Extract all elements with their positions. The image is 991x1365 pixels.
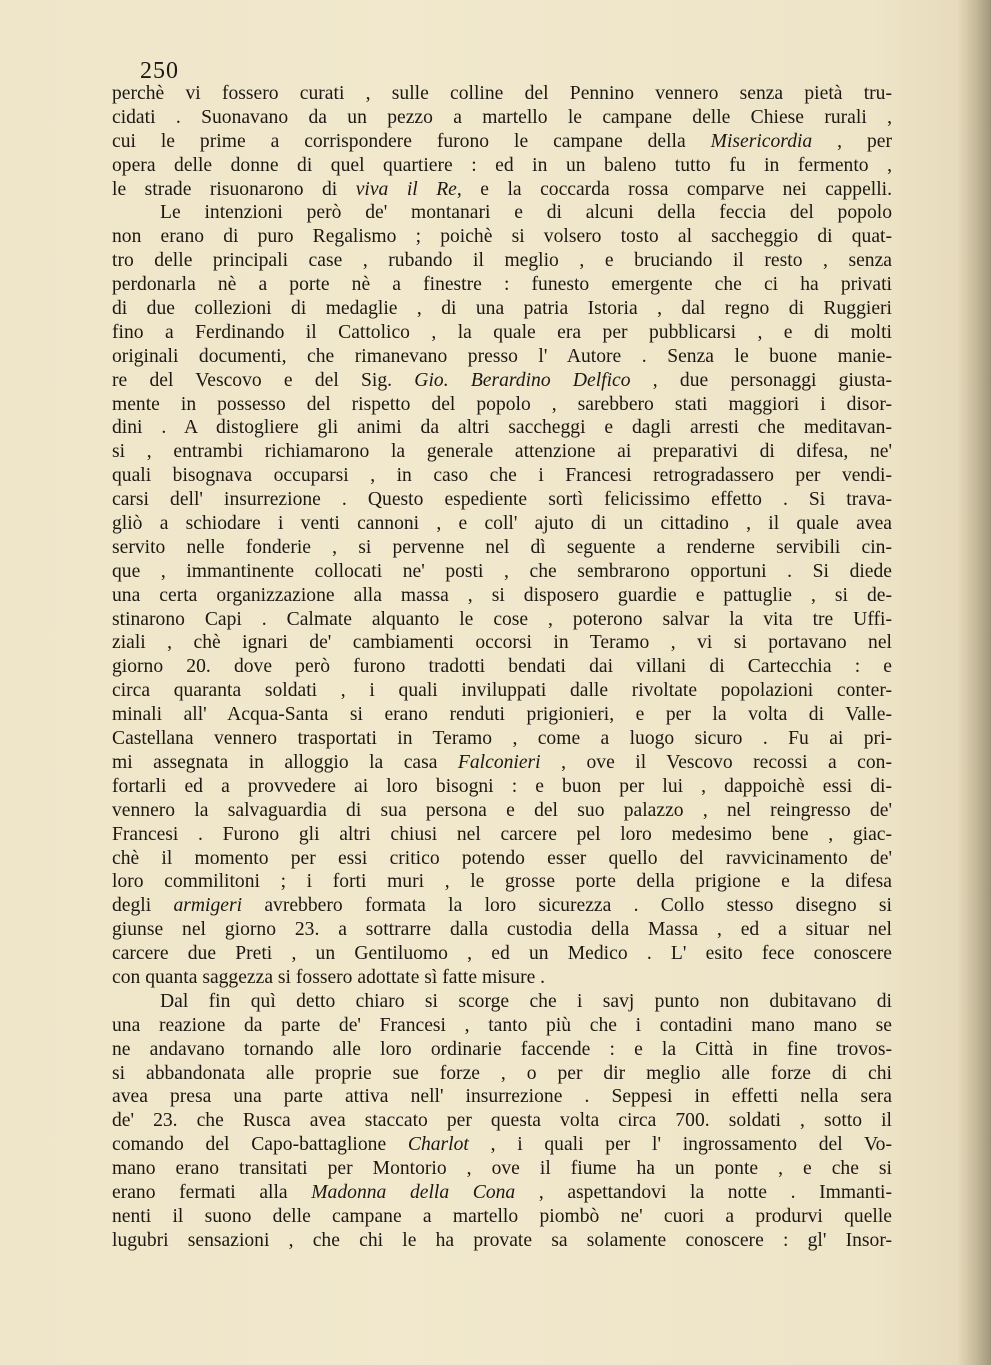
text-segment: cui le prime a corrispondere furono le campane della	[112, 130, 711, 152]
text-segment: degli	[112, 895, 174, 917]
text-line: circa quaranta soldati , i quali inviluppati dalle rivoltate popolazioni conter-	[112, 680, 892, 702]
text-line: lugubri sensazioni , che chi le ha provate sa solamente conoscere : gl' Insor-	[112, 1229, 892, 1251]
text-segment: , aspettandovi la notte . Immanti-	[515, 1181, 892, 1203]
text-line: giunse nel giorno 23. a sottrarre dalla custodia della Massa , ed a situar nel	[112, 919, 892, 941]
italic-text: Falconieri	[457, 751, 541, 773]
text-line: non erano di puro Regalismo ; poichè si volsero tosto al saccheggio di quat-	[112, 226, 892, 248]
text-line: cidati . Suonavano da un pezzo a martello le campane delle Chiese rurali ,	[112, 106, 892, 128]
text-segment: , i quali per l' ingrossamento del Vo-	[468, 1134, 892, 1156]
text-line: tro delle principali case , rubando il meglio , e bruciando il resto , senza	[112, 250, 892, 272]
text-line	[112, 1133, 892, 1157]
text-line: vennero la salvaguardia di sua persona e del suo palazzo , nel reingresso de'	[112, 799, 892, 821]
text-line: carsi dell' insurrezione . Questo espediente sortì felicissimo effetto . Si trava-	[112, 489, 892, 511]
italic-text: Madonna della Cona	[311, 1181, 516, 1203]
text-segment: , e la coccarda rossa comparve nei cappelli.	[456, 178, 893, 200]
text-line: Castellana vennero trasportati in Teramo , come a luogo sicuro . Fu ai pri-	[112, 728, 892, 750]
text-line: que , immantinente collocati ne' posti , che sembrarono opportuni . Si diede	[112, 560, 892, 582]
text-line: si , entrambi richiamarono la generale attenzione ai preparativi di difesa, ne'	[112, 441, 892, 463]
page-edge-shadow	[957, 0, 991, 1365]
text-line	[112, 178, 892, 202]
text-line: una reazione da parte de' Francesi , tanto più che i contadini mano mano se	[112, 1014, 892, 1036]
text-segment: comando del Capo-battaglione	[112, 1134, 408, 1156]
page-number: 250	[140, 58, 179, 84]
text-line: dini . A distogliere gli animi da altri saccheggi e dagli arresti che meditavan-	[112, 417, 892, 439]
text-line: perdonarla nè a porte nè a finestre : funesto emergente che ci ha privati	[112, 274, 892, 296]
text-line	[112, 894, 892, 918]
page-body-text	[112, 82, 892, 1253]
text-line: ne andavano tornando alle loro ordinarie faccende : e la Città in fine trovos-	[112, 1038, 892, 1060]
text-line: minali all' Acqua-Santa si erano renduti prigionieri, e per la volta di Valle-	[112, 704, 892, 726]
text-segment: mi assegnata in alloggio la casa	[112, 751, 458, 773]
text-line: perchè vi fossero curati , sulle colline del Pennino vennero senza pietà tru-	[112, 83, 892, 104]
text-line: chè il momento per essi critico potendo esser quello del ravvicinamento de'	[112, 847, 892, 869]
text-line	[112, 130, 892, 154]
text-line	[112, 1181, 892, 1205]
italic-text: Gio. Berardino Delfico	[414, 369, 631, 391]
text-line: avea presa una parte attiva nell' insurrezione . Seppesi in effetti nella sera	[112, 1086, 892, 1108]
text-line: servito nelle fonderie , si pervenne nel dì seguente a renderne servibili cin-	[112, 536, 892, 558]
text-segment: , due personaggi giusta-	[630, 369, 892, 391]
text-segment: , per	[812, 130, 893, 152]
text-line: originali documenti, che rimanevano presso l' Autore . Senza le buone manie-	[112, 345, 892, 367]
text-line: si abbandonata alle proprie sue forze , o per dir meglio alle forze di chi	[112, 1062, 892, 1084]
text-line: fino a Ferdinando il Cattolico , la quale era per pubblicarsi , e di molti	[112, 321, 892, 343]
text-line: mano erano transitati per Montorio , ove il fiume ha un ponte , e che si	[112, 1158, 892, 1180]
text-line: loro commilitoni ; i forti muri , le grosse porte della prigione e la difesa	[112, 871, 892, 893]
text-line: con quanta saggezza si fossero adottate sì fatte misure .	[112, 966, 546, 988]
text-line: fortarli ed a provvedere ai loro bisogni : e buon per lui , dappoichè essi di-	[112, 775, 892, 797]
text-line: ziali , chè ignari de' cambiamenti occorsi in Teramo , vi si portavano nel	[112, 632, 892, 654]
text-line: stinarono Capi . Calmate alquanto le cose , poterono salvar la vita tre Uffi-	[112, 608, 892, 630]
text-line: Le intenzioni però de' montanari e di alcuni della feccia del popolo	[160, 202, 892, 224]
text-segment: le strade risuonarono di	[112, 178, 356, 200]
italic-text: viva il Re	[355, 178, 457, 200]
text-line	[112, 369, 892, 393]
italic-text: Charlot	[407, 1134, 469, 1156]
text-line: nenti il suono delle campane a martello piombò ne' cuori a produrvi quelle	[112, 1205, 892, 1227]
text-line: di due collezioni di medaglie , di una patria Istoria , dal regno di Ruggieri	[112, 298, 892, 320]
text-line: giorno 20. dove però furono tradotti bendati dai villani di Cartecchia : e	[112, 656, 892, 678]
text-line: una certa organizzazione alla massa , si disposero guardie e pattuglie , si de-	[112, 584, 892, 606]
text-line: Francesi . Furono gli altri chiusi nel carcere pel loro medesimo bene , giac-	[112, 823, 892, 845]
text-line: Dal fin quì detto chiaro si scorge che i savj punto non dubitavano di	[160, 990, 892, 1012]
text-segment: avrebbero formata la loro sicurezza . Collo stesso disegno si	[242, 895, 892, 917]
text-line	[112, 751, 892, 775]
text-line: gliò a schiodare i venti cannoni , e coll' ajuto di un cittadino , il quale avea	[112, 513, 892, 535]
text-line: quali bisognava occuparsi , in caso che i Francesi retrogradassero per vendi-	[112, 465, 892, 487]
italic-text: armigeri	[173, 895, 243, 917]
text-segment: , ove il Vescovo recossi a con-	[540, 751, 892, 773]
text-line: carcere due Preti , un Gentiluomo , ed un Medico . L' esito fece conoscere	[112, 943, 892, 965]
text-segment: erano fermati alla	[112, 1181, 312, 1203]
text-segment: re del Vescovo e del Sig.	[112, 369, 415, 391]
text-line: mente in possesso del rispetto del popolo , sarebbero stati maggiori i disor-	[112, 393, 892, 415]
text-line: opera delle donne di quel quartiere : ed in un baleno tutto fu in fermento ,	[112, 154, 892, 176]
text-line: de' 23. che Rusca avea staccato per questa volta circa 700. soldati , sotto il	[112, 1110, 892, 1132]
italic-text: Misericordia	[710, 130, 813, 152]
